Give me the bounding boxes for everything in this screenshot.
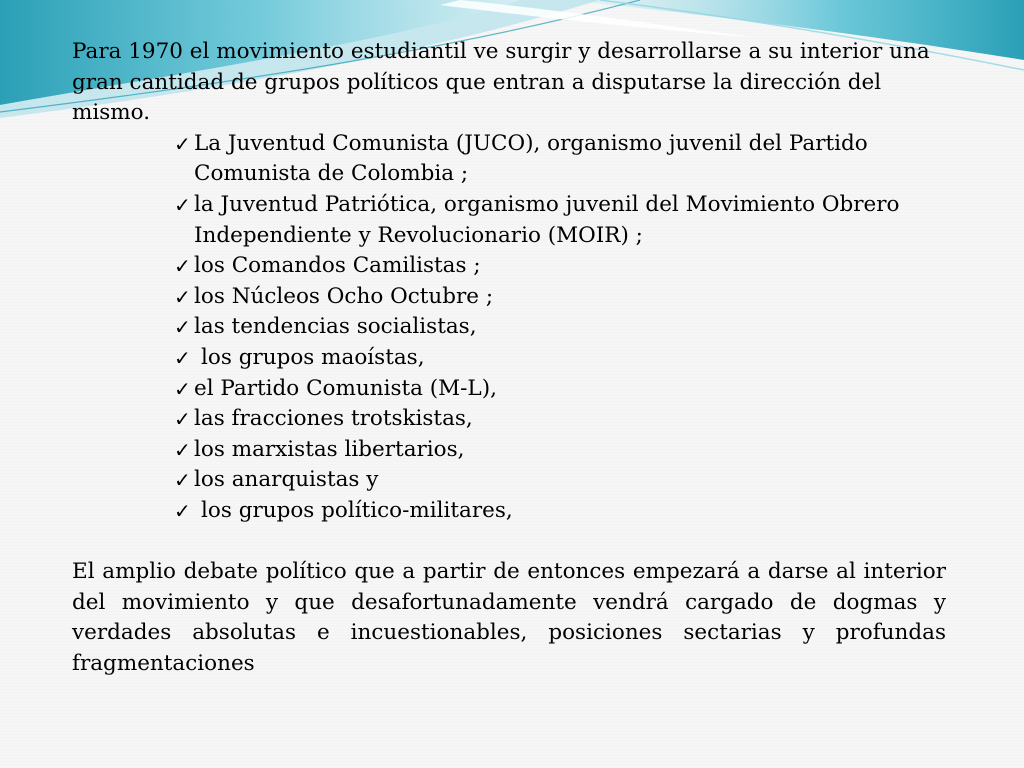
list-item-text: los Núcleos Ocho Octubre ; — [194, 283, 494, 309]
list-item — [174, 465, 946, 496]
checkmark-icon: ✓ — [174, 498, 191, 523]
checkmark-icon: ✓ — [174, 437, 191, 462]
list-item-text: los grupos maoístas, — [201, 344, 425, 370]
list-item — [174, 496, 946, 527]
checkmark-icon: ✓ — [174, 468, 191, 493]
closing-paragraph: El amplio debate político que a partir de entonces empezará a darse al interior del movimiento y que desafortunadamente vendrá cargado de dogmas y verdades absolutas e incuestionables, posiciones sectarias y profundas fragmentaciones — [72, 559, 946, 676]
list-item — [174, 312, 946, 343]
list-item — [174, 251, 946, 282]
checkmark-icon: ✓ — [174, 192, 191, 217]
list-item — [174, 343, 946, 374]
checkmark-icon: ✓ — [174, 407, 191, 432]
list-item-text: las tendencias socialistas, — [194, 314, 477, 340]
list-item — [174, 435, 946, 466]
list-item — [174, 129, 946, 190]
list-item-text: los marxistas libertarios, — [194, 436, 465, 462]
list-item — [174, 190, 946, 251]
list-item — [174, 374, 946, 405]
intro-paragraph: Para 1970 el movimiento estudiantil ve surgir y desarrollarse a su interior una gran cantidad de grupos políticos que entran a disputarse la dirección del mismo. — [72, 39, 930, 126]
checkmark-icon: ✓ — [174, 131, 191, 156]
list-item-text: La Juventud Comunista (JUCO), organismo juvenil del Partido Comunista de Colombia ; — [194, 130, 868, 187]
checkmark-icon: ✓ — [174, 315, 191, 340]
list-item-text: los anarquistas y — [194, 467, 379, 493]
checkmark-icon: ✓ — [174, 376, 191, 401]
list-item-text: la Juventud Patriótica, organismo juvenil del Movimiento Obrero Independiente y Revolucionario (MOIR) ; — [194, 191, 900, 248]
list-item — [174, 282, 946, 313]
checkmark-icon: ✓ — [174, 254, 191, 279]
list-item — [174, 404, 946, 435]
checkmark-icon: ✓ — [174, 345, 191, 370]
list-item-text: las fracciones trotskistas, — [194, 406, 473, 432]
list-item-text: los grupos político-militares, — [201, 497, 513, 523]
list-item-text: los Comandos Camilistas ; — [194, 253, 481, 279]
list-item-text: el Partido Comunista (M-L), — [194, 375, 497, 401]
slide-body — [72, 37, 946, 679]
political-groups-list — [72, 129, 946, 527]
checkmark-icon: ✓ — [174, 284, 191, 309]
